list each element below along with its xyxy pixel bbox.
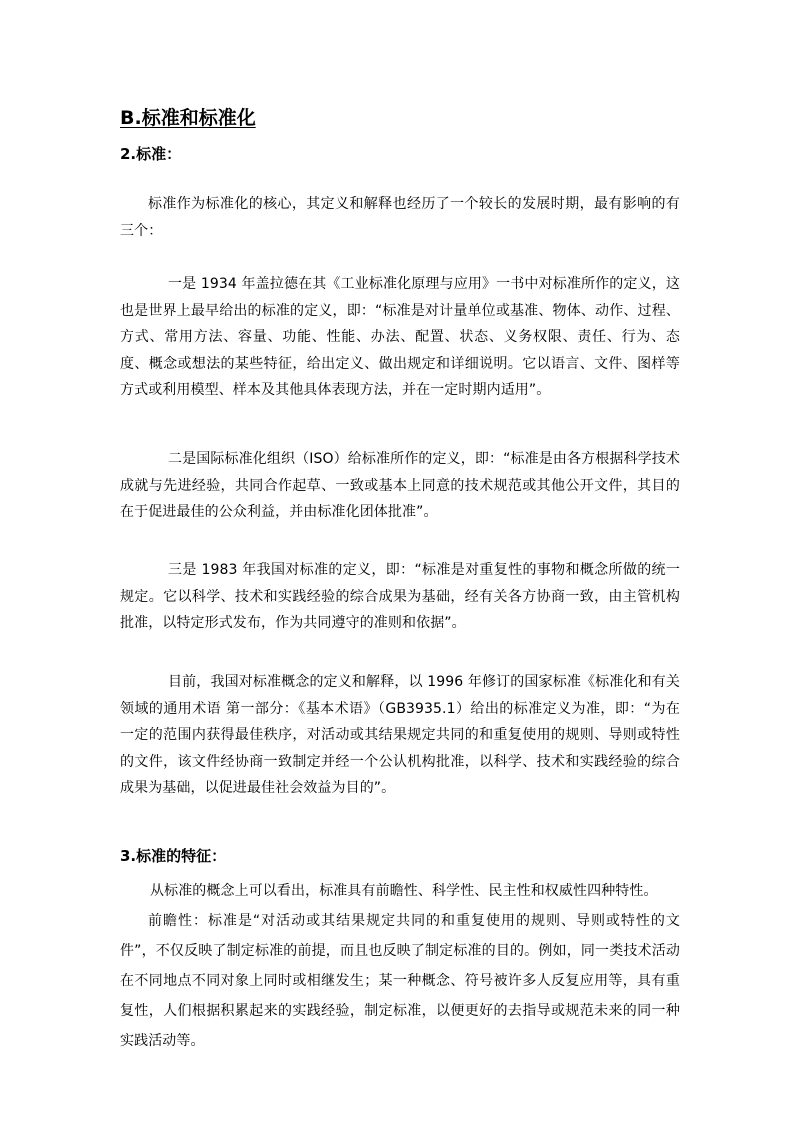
foresight-paragraph: 前瞻性：标准是“对活动或其结果规定共同的和重复使用的规则、导则或特性的文件”，不仅反映了制定标准的前提，而且也反映了制定标准的目的。例如，同一类技术活动在不同地点不同对象上同时或相继发生；某一种概念、符号被许多人反复应用等，具有重复性，人们根据积累起来的实践经验，制定标准，以便更好的去指导或规范未来的同一种实践活动等。: [120, 913, 680, 1049]
document-title: B.标准和标准化: [120, 107, 256, 129]
section-2-heading: 2.标准：: [120, 145, 182, 163]
section-3-heading: 3.标准的特征：: [120, 847, 227, 865]
intro-paragraph: 标准作为标准化的核心，其定义和解释也经历了一个较长的发展时期，最有影响的有三个：: [120, 196, 680, 239]
definition-3-paragraph: 三是 1983 年我国对标准的定义，即：“标准是对重复性的事物和概念所做的统一规定。它以科学、技术和实践经验的综合成果为基础，经有关各方协商一致，由主管机构批准，以特定形式发布，作为共同遵守的准则和依据”。: [120, 562, 680, 631]
features-intro-paragraph: 从标准的概念上可以看出，标准具有前瞻性、科学性、民主性和权威性四种特性。: [150, 883, 658, 899]
definition-2-paragraph: 二是国际标准化组织（ISO）给标准所作的定义，即：“标准是由各方根据科学技术成就与先进经验，共同合作起草、一致或基本上同意的技术规范或其他公开文件，其目的在于促进最佳的公众利益，并由标准化团体批准”。: [120, 451, 680, 520]
definition-1-paragraph: 一是 1934 年盖拉德在其《工业标准化原理与应用》一书中对标准所作的定义，这也是世界上最早给出的标准的定义，即：“标准是对计量单位或基准、物体、动作、过程、方式、常用方法、容量、功能、性能、办法、配置、状态、义务权限、责任、行为、态度、概念或想法的某些特征，给出定义、做出规定和详细说明。它以语言、文件、图样等方式或利用模型、样本及其他具体表现方法，并在一定时期内适用”。: [120, 276, 680, 398]
current-definition-paragraph: 目前，我国对标准概念的定义和解释，以 1996 年修订的国家标准《标准化和有关领域的通用术语 第一部分：《基本术语》（GB3935.1）给出的标准定义为准，即：“为在一定的范围内获得最佳秩序，对活动或其结果规定共同的和重复使用的规则、导则或特性的文件，该文件经协商一致制定并经一个公认机构批准，以科学、技术和实践经验的综合成果为基础，以促进最佳社会效益为目的”。: [120, 674, 680, 796]
